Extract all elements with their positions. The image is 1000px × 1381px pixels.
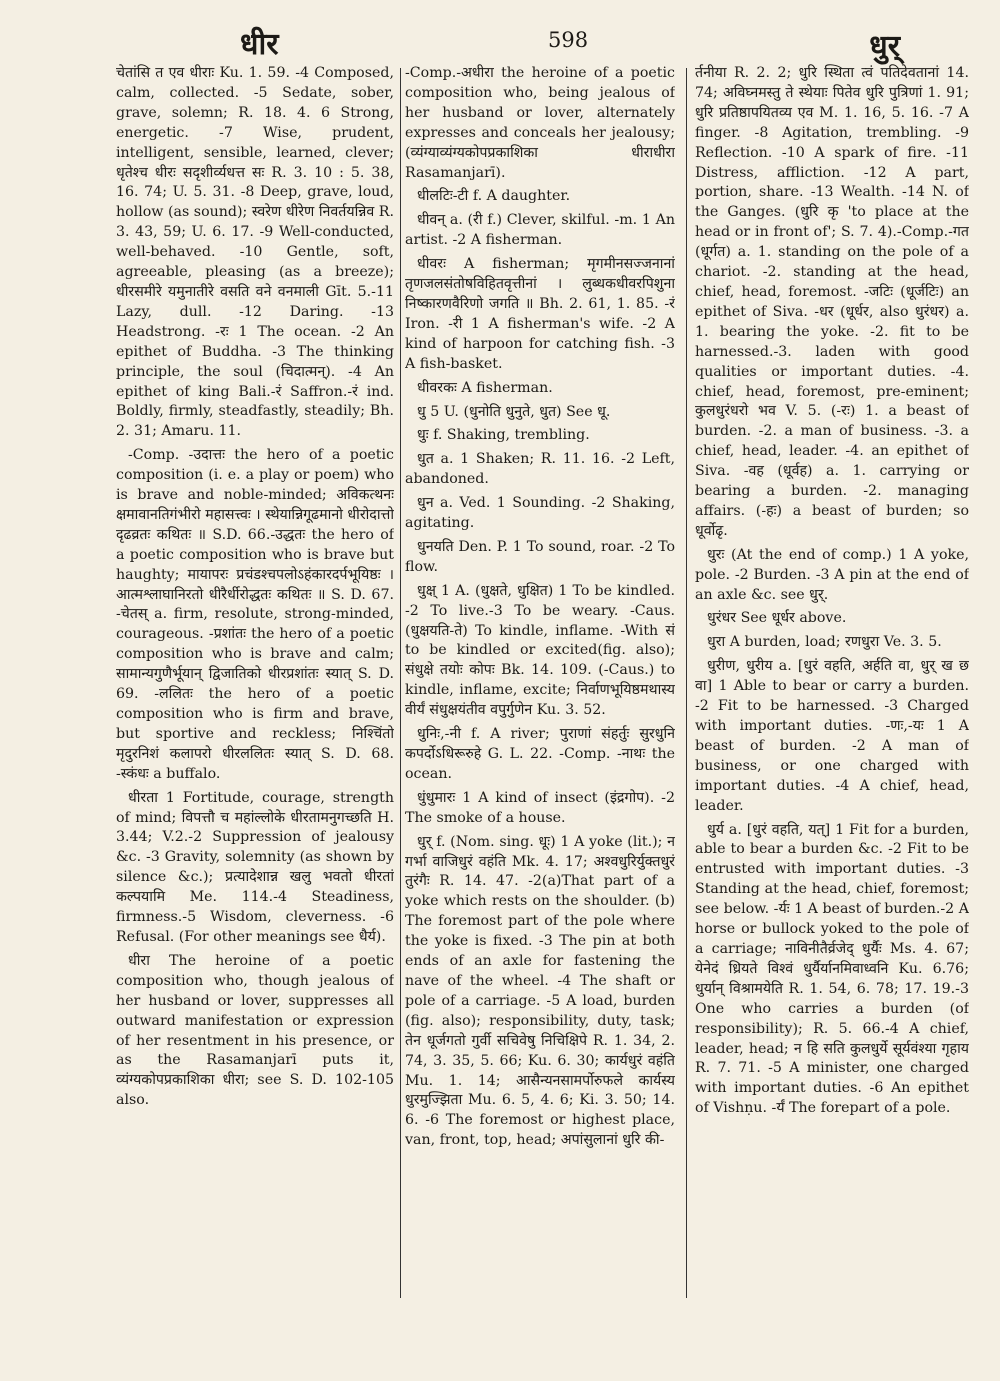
entry-paragraph: धुः f. Shaking, trembling. [417,427,590,444]
entry-paragraph: -Comp. -उदात्तः the hero of a poetic composition (i. e. a play or poem) who is brave and noble-minded; अविकत्थनः क्षमावानतिगंभीरो महासत्त्वः । स्थेयान्निगूढमानो धीरोदात्तो दृढव्रतः कथितः ॥ S.D. 66.-उद्धतः the hero of a poetic composition who is brave but haughty; मायापरः प्रचंडश्चपलोऽहंकारदर्पभूयिष्ठः । आत्मश्लाघानिरतो धीरैर्धीरोद्धतः कथितः ॥ S. D. 67. -चेतस् a. firm, resolute, strong-minded, courageous. -प्रशांतः the hero of a poetic composition who is brave and calm; सामान्यगुणैर्भूयान् द्विजातिको धीरप्रशांतः स्यात् S. D. 69. -ललितः the hero of a poetic composition who is firm and brave, but sportive and reckless; निश्चिंतो मृदुरनिशं कलापरो धीरललितः स्यात् S. D. 68. -स्कंधः a buffalo. [116,447,394,782]
entry-paragraph: धुरंधर See धूर्धर above. [707,610,847,627]
page-number: 598 [548,28,589,52]
column-3 [695,64,969,1309]
entry-paragraph: धुक्ष् 1 A. (धुक्षते, धुक्षित) 1 To be kindled. -2 To live.-3 To be weary. -Caus. (धुक्षयति-ते) To kindle, inflame. -With सं to be kindled or excited(fig. also); संधुक्षे तयोः कोपः Bk. 14. 109. (-Caus.) to kindle, inflame, excite; निर्वाणभूयिष्ठमथास्य वीर्यं संधुक्षयंतीव वपुर्गुणेन Ku. 3. 52. [405,582,675,719]
entry-paragraph: धुरा A burden, load; रणधुरा Ve. 3. 5. [707,634,942,651]
entry-paragraph: धुत a. 1 Shaken; R. 11. 16. -2 Left, abandoned. [405,451,675,488]
entry-paragraph: धुन a. Ved. 1 Sounding. -2 Shaking, agitating. [405,495,675,532]
entry-paragraph: धुनिः,-नी f. A river; पुराणां संहर्तुः सुरधुनि कपर्दोऽधिरूरुहे G. L. 22. -Comp. -नाथः the ocean. [405,726,675,782]
entry-paragraph: धुरीण, धुरीय a. [धुरं वहति, अर्हति वा, धुर् ख छ वा] 1 Able to bear or carry a burden. -2 Fit to be harnessed. -3 Charged with important duties. -णः,-यः 1 A beast of burden. -2 A man of business, or one charged with important duties. -4 A chief, head, leader. [695,658,969,814]
column-divider [686,68,687,1298]
entry-paragraph: धीरा The heroine of a poetic composition who, though jealous of her husband or lover, suppresses all outward manifestation or expression of her resentment in his presence, or as the Rasamanjarī puts it, व्यंग्यकोपप्रकाशिका धीरा; see S. D. 102-105 also. [116,952,394,1109]
entry-paragraph: धीरता 1 Fortitude, courage, strength of mind; विपत्तौ च महांल्लोके धीरतामनुगच्छति H. 3.44; V.2.-2 Suppression of jealousy &c. -3 Gravity, solemnity (as shown by silence &c.); प्रत्यादेशान्न खलु भवतो धीरतां कल्पयामि Me. 114.-4 Steadiness, firmness.-5 Wisdom, cleverness. -6 Refusal. (For other meanings see धैर्य). [116,789,394,945]
entry-paragraph: धुरः (At the end of comp.) 1 A yoke, pole. -2 Burden. -3 A pin at the end of an axle &c. see धुर्. [695,546,969,603]
entry-paragraph: धुर्य a. [धुरं वहति, यत्] 1 Fit for a burden, able to bear a burden &c. -2 Fit to be entrusted with important duties. -3 Standing at the head, chief, foremost; see below. -र्यः 1 A beast of burden.-2 A horse or bullock yoked to the pole of a carriage; नाविनीतैर्व्रजेद् धुर्यैः Ms. 4. 67; येनेदं ध्रियते विश्वं धुर्यैर्यानमिवाध्वनि Ku. 6.76; धुर्यान् विश्रामयेति R. 1. 54, 6. 78; 17. 19.-3 One who carries a burden (of responsibility); R. 5. 66.-4 A chief, leader, head; न हि सति कुलधुर्ये सूर्यवंश्या गृहाय R. 7. 71. -5 A minister, one charged with important duties. -6 An epithet of Vishṇu. -र्यं The forepart of a pole. [695,821,969,1117]
left-running-headword: धीर [240,27,279,62]
column-1 [116,64,394,1309]
entry-paragraph: धीवरकः A fisherman. [417,379,553,396]
column-divider [400,68,401,1298]
right-running-headword: धुर् [869,29,900,64]
entry-paragraph: धीवरः A fisherman; मृगमीनसज्जनानां तृणजलसंतोषविहितवृत्तीनां । लुब्धकधीवरपिशुना निष्कारणवैरिणो जगति ॥ Bh. 2. 61, 1. 85. -रं Iron. -री 1 A fisherman's wife. -2 A kind of harpoon for catching fish. -3 A fish-basket. [405,256,675,372]
entry-paragraph: धु 5 U. (धुनोति धुनुते, धुत) See धू. [417,403,611,420]
entry-paragraph: र्तनीया R. 2. 2; धुरि स्थिता त्वं पतिदेवतानां 14. 74; अविघ्नमस्तु ते स्थेयाः पितेव धुरि पुत्रिणां 1. 91; धुरि प्रतिष्ठापयितव्य एव M. 1. 16, 5. 16. -7 A finger. -8 Agitation, trembling. -9 Reflection. -10 A spark of fire. -11 Distress, affliction. -12 A part, portion, share. -13 Wealth. -14 N. of the Ganges. (धुरि कृ 'to place at the head or in front of'; S. 7. 4).-Comp.-गत (धूर्गत) a. 1. standing on the pole of a chariot. -2. standing at the head, chief, head, foremost. -जटिः (धूर्जटिः) an epithet of Siva. -धर (धूर्धर, also धुरंधर) a. 1. bearing the yoke. -2. fit to be harnessed.-3. laden with good qualities or important duties. -4. chief, head, foremost, pre-eminent; कुलधुरंधरो भव V. 5. (-रः) 1. a beast of burden. -2. a man of business. -3. a chief, head, leader. -4. an epithet of Siva. -वह (धूर्वह) a. 1. carrying or bearing a burden. -2. managing affairs. (-हः) a beast of burden; so धूर्वोढृ. [695,65,969,539]
entry-paragraph: धीलटिः-टी f. A daughter. [417,188,571,205]
entry-paragraph: धुर् f. (Nom. sing. धूः) 1 A yoke (lit.); न गर्भा वाजिधुरं वहंति Mk. 4. 17; अश्वधुरिर्युक्तधुरं तुरंगैः R. 14. 47. -2(a)That part of a yoke which rests on the shoulder. (b) The foremost part of the pole where the yoke is fixed. -3 The pin at both ends of an axle for fastening the nave of the wheel. -4 The shaft or pole of a carriage. -5 A load, burden (fig. also); responsibility, duty, task; तेन धूर्जगतो गुर्वी सचिवेषु निचिक्षिपे R. 1. 34, 2. 74, 3. 35, 5. 66; Ku. 6. 30; कार्यधुरं वहंति Mu. 1. 14; आसैन्यनसामर्पोरुफले कार्यस्य धुरमुज्झिता Mu. 6. 5, 4. 6; Ki. 3. 50; 14. 6. -6 The foremost or highest place, van, front, top, head; अपांसुलानां धुरि की- [405,833,675,1149]
entry-paragraph: धुनयति Den. P. 1 To sound, roar. -2 To flow. [405,538,675,575]
entry-paragraph: चेतांसि त एव धीराः Ku. 1. 59. -4 Composed, calm, collected. -5 Sedate, sober, grave, solemn; R. 18. 4. 6 Strong, energetic. -7 Wise, prudent, intelligent, sensible, learned, clever; धृतेश्च धीरः सदृशीर्व्यधत्त सः R. 3. 10 : 5. 38, 16. 74; U. 5. 31. -8 Deep, grave, loud, hollow (as sound); स्वरेण धीरेण निवर्तयन्निव R. 3. 43, 59; U. 6. 17. -9 Well-conducted, well-behaved. -10 Gentle, soft, agreeable, pleasing (as a breeze); धीरसमीरे यमुनातीरे वसति वने वनमाली Gīt. 5.-11 Lazy, dull. -12 Daring. -13 Headstrong. -रः 1 The ocean. -2 An epithet of Buddha. -3 The thinking principle, the soul (चिदात्मन्). -4 An epithet of king Bali.-रं Saffron.-रं ind. Boldly, firmly, steadfastly, steadily; Bh. 2. 31; Amaru. 11. [116,65,394,440]
entry-paragraph: धीवन् a. (री f.) Clever, skilful. -m. 1 An artist. -2 A fisherman. [405,212,675,249]
page-header [100,14,900,64]
column-2 [405,64,675,1309]
entry-paragraph: -Comp.-अधीरा the heroine of a poetic composition who, being jealous of her husband or lover, alternately expresses and conceals her jealousy; (व्यंग्याव्यंग्यकोपप्रकाशिका धीराधीरा Rasamanjarī). [405,65,675,181]
entry-paragraph: धुंधुमारः 1 A kind of insect (इंद्रगोप). -2 The smoke of a house. [405,789,675,826]
